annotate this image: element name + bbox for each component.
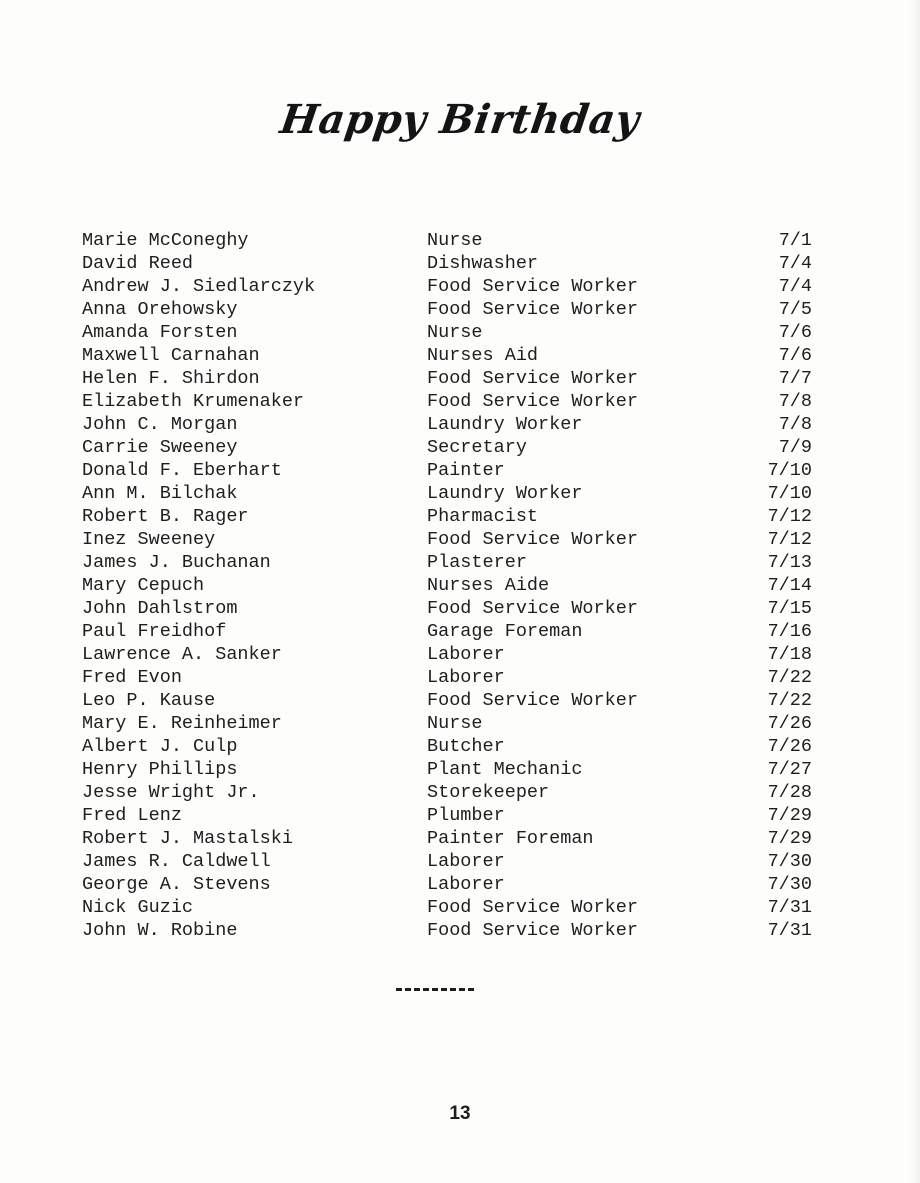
employee-name: Henry Phillips: [82, 759, 238, 780]
birthday-date: 7/18: [767, 644, 812, 665]
employee-name: John W. Robine: [82, 920, 238, 941]
birthday-date: 7/6: [778, 345, 812, 366]
employee-name: John C. Morgan: [82, 414, 238, 435]
employee-name: Andrew J. Siedlarczyk: [82, 276, 316, 297]
employee-name: Mary Cepuch: [82, 575, 205, 596]
employee-name: Leo P. Kause: [82, 690, 216, 711]
employee-job-title: Laborer: [427, 644, 505, 665]
list-item: [82, 896, 812, 919]
list-item: [82, 413, 812, 436]
employee-job-title: Food Service Worker: [427, 368, 638, 389]
list-item: [82, 551, 812, 574]
employee-name: Jesse Wright Jr.: [82, 782, 260, 803]
employee-job-title: Laborer: [427, 667, 505, 688]
employee-name: John Dahlstrom: [82, 598, 238, 619]
employee-name: Donald F. Eberhart: [82, 460, 282, 481]
employee-name: Carrie Sweeney: [82, 437, 238, 458]
list-item: [82, 919, 812, 942]
birthday-date: 7/26: [767, 736, 812, 757]
birthday-date: 7/8: [778, 391, 812, 412]
employee-name: Nick Guzic: [82, 897, 194, 918]
birthday-date: 7/30: [767, 851, 812, 872]
employee-job-title: Laborer: [427, 874, 505, 895]
employee-job-title: Nurse: [427, 230, 483, 251]
employee-name: David Reed: [82, 253, 194, 274]
employee-name: Marie McConeghy: [82, 230, 249, 251]
employee-job-title: Nurse: [427, 713, 483, 734]
employee-job-title: Laborer: [427, 851, 505, 872]
employee-job-title: Laundry Worker: [427, 483, 583, 504]
page-number: 13: [449, 1103, 471, 1124]
list-item: [82, 482, 812, 505]
birthday-date: 7/6: [778, 322, 812, 343]
list-item: [82, 459, 812, 482]
birthday-date: 7/28: [767, 782, 812, 803]
birthday-date: 7/26: [767, 713, 812, 734]
employee-job-title: Storekeeper: [427, 782, 550, 803]
employee-name: Lawrence A. Sanker: [82, 644, 282, 665]
list-item: [82, 390, 812, 413]
birthday-date: 7/22: [767, 690, 812, 711]
list-item: [82, 436, 812, 459]
birthday-date: 7/31: [767, 897, 812, 918]
employee-name: Mary E. Reinheimer: [82, 713, 282, 734]
birthday-list: [82, 229, 812, 942]
birthday-date: 7/27: [767, 759, 812, 780]
birthday-date: 7/4: [778, 276, 812, 297]
employee-name: Fred Lenz: [82, 805, 182, 826]
birthday-date: 7/16: [767, 621, 812, 642]
list-item: [82, 827, 812, 850]
birthday-date: 7/4: [778, 253, 812, 274]
employee-job-title: Dishwasher: [427, 253, 539, 274]
list-item: [82, 252, 812, 275]
list-item: [82, 597, 812, 620]
list-item: [82, 321, 812, 344]
employee-job-title: Food Service Worker: [427, 598, 638, 619]
birthday-date: 7/30: [767, 874, 812, 895]
employee-name: Inez Sweeney: [82, 529, 216, 550]
employee-job-title: Food Service Worker: [427, 920, 638, 941]
birthday-date: 7/31: [767, 920, 812, 941]
employee-job-title: Nurse: [427, 322, 483, 343]
employee-job-title: Secretary: [427, 437, 527, 458]
employee-name: Fred Evon: [82, 667, 182, 688]
list-item: [82, 804, 812, 827]
employee-name: Robert J. Mastalski: [82, 828, 293, 849]
list-item: [82, 758, 812, 781]
birthday-date: 7/1: [778, 230, 812, 251]
page-title: Happy Birthday: [277, 96, 643, 143]
employee-job-title: Garage Foreman: [427, 621, 583, 642]
birthday-date: 7/15: [767, 598, 812, 619]
list-item: [82, 712, 812, 735]
list-item: [82, 781, 812, 804]
employee-name: James J. Buchanan: [82, 552, 271, 573]
birthday-date: 7/7: [778, 368, 812, 389]
employee-job-title: Nurses Aid: [427, 345, 539, 366]
list-item: [82, 735, 812, 758]
birthday-date: 7/29: [767, 828, 812, 849]
employee-job-title: Butcher: [427, 736, 505, 757]
employee-job-title: Plant Mechanic: [427, 759, 583, 780]
list-item: [82, 850, 812, 873]
list-item: [82, 528, 812, 551]
employee-name: Amanda Forsten: [82, 322, 238, 343]
list-item: [82, 666, 812, 689]
list-item: [82, 574, 812, 597]
employee-job-title: Food Service Worker: [427, 299, 638, 320]
employee-name: Robert B. Rager: [82, 506, 249, 527]
list-item: [82, 275, 812, 298]
employee-job-title: Plasterer: [427, 552, 527, 573]
birthday-date: 7/10: [767, 483, 812, 504]
section-divider: [396, 988, 474, 991]
employee-name: Ann M. Bilchak: [82, 483, 238, 504]
list-item: [82, 620, 812, 643]
birthday-date: 7/13: [767, 552, 812, 573]
employee-job-title: Pharmacist: [427, 506, 539, 527]
employee-name: Paul Freidhof: [82, 621, 227, 642]
birthday-date: 7/14: [767, 575, 812, 596]
employee-name: George A. Stevens: [82, 874, 271, 895]
birthday-date: 7/12: [767, 529, 812, 550]
employee-name: James R. Caldwell: [82, 851, 271, 872]
birthday-date: 7/9: [778, 437, 812, 458]
employee-job-title: Food Service Worker: [427, 690, 638, 711]
employee-job-title: Food Service Worker: [427, 897, 638, 918]
employee-job-title: Painter Foreman: [427, 828, 594, 849]
page-edge: [910, 0, 920, 1183]
list-item: [82, 367, 812, 390]
birthday-date: 7/12: [767, 506, 812, 527]
birthday-date: 7/8: [778, 414, 812, 435]
list-item: [82, 298, 812, 321]
employee-job-title: Food Service Worker: [427, 276, 638, 297]
birthday-date: 7/5: [778, 299, 812, 320]
list-item: [82, 873, 812, 896]
birthday-date: 7/22: [767, 667, 812, 688]
employee-job-title: Food Service Worker: [427, 529, 638, 550]
list-item: [82, 344, 812, 367]
employee-job-title: Nurses Aide: [427, 575, 550, 596]
employee-job-title: Plumber: [427, 805, 505, 826]
list-item: [82, 643, 812, 666]
employee-job-title: Painter: [427, 460, 505, 481]
employee-job-title: Food Service Worker: [427, 391, 638, 412]
employee-job-title: Laundry Worker: [427, 414, 583, 435]
employee-name: Helen F. Shirdon: [82, 368, 260, 389]
list-item: [82, 505, 812, 528]
birthday-date: 7/29: [767, 805, 812, 826]
birthday-date: 7/10: [767, 460, 812, 481]
employee-name: Elizabeth Krumenaker: [82, 391, 305, 412]
employee-name: Albert J. Culp: [82, 736, 238, 757]
employee-name: Maxwell Carnahan: [82, 345, 260, 366]
list-item: [82, 689, 812, 712]
employee-name: Anna Orehowsky: [82, 299, 238, 320]
list-item: [82, 229, 812, 252]
